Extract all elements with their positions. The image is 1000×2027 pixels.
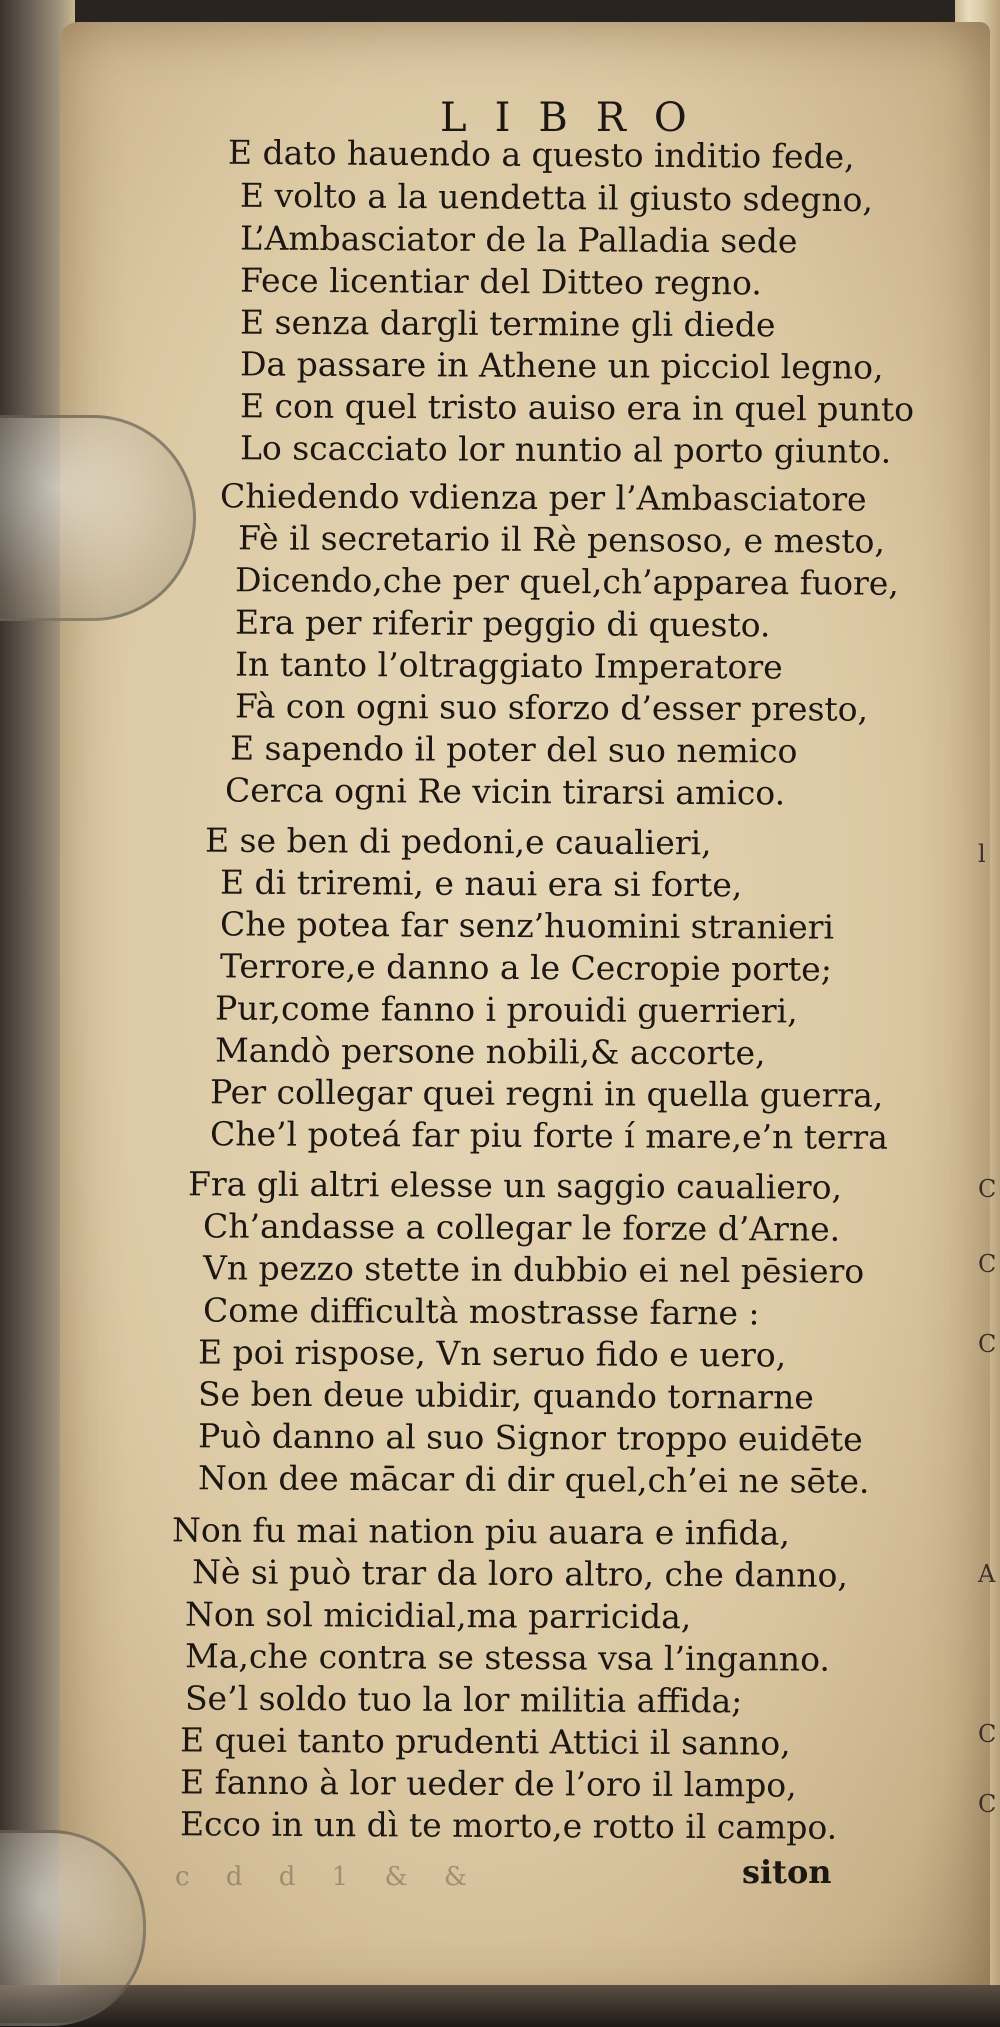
verse-line: Nè si può trar da loro altro, che danno, — [191, 1552, 849, 1595]
catchword: siton — [742, 1853, 832, 1891]
bleed-letter: C — [978, 1720, 997, 1748]
verse-line: E di triremi, e naui era si forte, — [219, 862, 743, 905]
verse-line: Chiedendo vdienza per l’Ambasciatore — [219, 476, 867, 519]
verse-line: Fà con ogni suo sforzo d’esser presto, — [234, 686, 869, 729]
verse-line: Se ben deue ubidir, quando tornarne — [197, 1374, 814, 1417]
bleed-letter: C — [978, 1790, 997, 1818]
verse-line: E poi rispose, Vn seruo fido e uero, — [197, 1332, 787, 1375]
bleed-letter: C — [978, 1250, 997, 1278]
verse-line: E dato hauendo a questo inditio fede, — [227, 132, 855, 177]
verse-line: Se’l soldo tuo la lor militia affida; — [184, 1678, 743, 1721]
verse-line: E sapendo il poter del suo nemico — [229, 728, 798, 771]
verse-line: E quei tanto prudenti Attici il sanno, — [179, 1720, 791, 1763]
verse-line: Può danno al suo Signor troppo euidēte — [197, 1416, 863, 1459]
verse-line: E se ben di pedoni,e caualieri, — [204, 820, 712, 863]
verse-line: Non fu mai nation piu auara e infida, — [171, 1510, 791, 1553]
verse-line: Non sol micidial,ma parricida, — [184, 1594, 692, 1637]
verse-line: Ma,che contra se stessa vsa l’inganno. — [184, 1636, 831, 1679]
verse-line: E senza dargli termine gli diede — [239, 302, 776, 345]
verse-line: In tanto l’oltraggiato Imperatore — [234, 644, 783, 687]
verse-line: Lo scacciato lor nuntio al porto giunto. — [239, 428, 892, 471]
verse-line: Come difficultà mostrasse farne : — [202, 1290, 760, 1333]
bleed-letter: C — [978, 1175, 997, 1203]
verse-line: E con quel tristo auiso era in quel punto — [239, 386, 915, 429]
verse-line: Vn pezzo stette in dubbio ei nel pēsiero — [202, 1248, 865, 1291]
verse-line: E volto a la uendetta il giusto sdegno, — [239, 175, 874, 220]
verse-line: Era per riferir peggio di questo. — [234, 602, 771, 645]
bleed-letter: l — [978, 840, 986, 868]
verse-line: Terrore,e danno a le Cecropie porte; — [219, 946, 832, 989]
verse-line: Ecco in un dì te morto,e rotto il campo. — [179, 1804, 838, 1847]
bleed-letter: A — [978, 1560, 996, 1588]
bleed-letter: C — [978, 1330, 997, 1358]
verse-line: Non dee mācar di dir quel,ch’ei ne sēte. — [197, 1458, 870, 1501]
verse-line: Che potea far senz’huomini stranieri — [219, 904, 835, 947]
verse-line: Che’l poteá far piu forte í mare,e’n terra — [209, 1114, 888, 1157]
verse-line: E fanno à lor ueder de l’oro il lampo, — [179, 1762, 797, 1805]
page-bottom-edge — [0, 1985, 1000, 2027]
verse-line: Per collegar quei regni in quella guerra, — [209, 1072, 884, 1115]
verse-line: Mandò persone nobili,& accorte, — [214, 1030, 766, 1073]
verse-line: Cerca ogni Re vicin tirarsi amico. — [224, 770, 786, 813]
bleed-through-text: c d d 1 & & — [175, 1862, 482, 1892]
verse-line: Ch’andasse a collegar le forze d’Arne. — [202, 1206, 841, 1249]
verse-line: Dicendo,che per quel,ch’apparea fuore, — [234, 560, 899, 603]
verse-line: Pur,come fanno i prouidi guerrieri, — [214, 988, 798, 1031]
verse-line: Fè il secretario il Rè pensoso, e mesto, — [237, 518, 886, 561]
verse-line: Fra gli altri elesse un saggio caualiero, — [187, 1164, 843, 1207]
verse-line: Fece licentiar del Ditteo regno. — [239, 260, 762, 303]
verse-line: Da passare in Athene un picciol legno, — [239, 344, 884, 387]
running-header: LIBRO — [440, 95, 715, 141]
verse-line: L’Ambasciator de la Palladia sede — [239, 218, 798, 261]
facing-page-bleed — [975, 0, 1000, 2027]
